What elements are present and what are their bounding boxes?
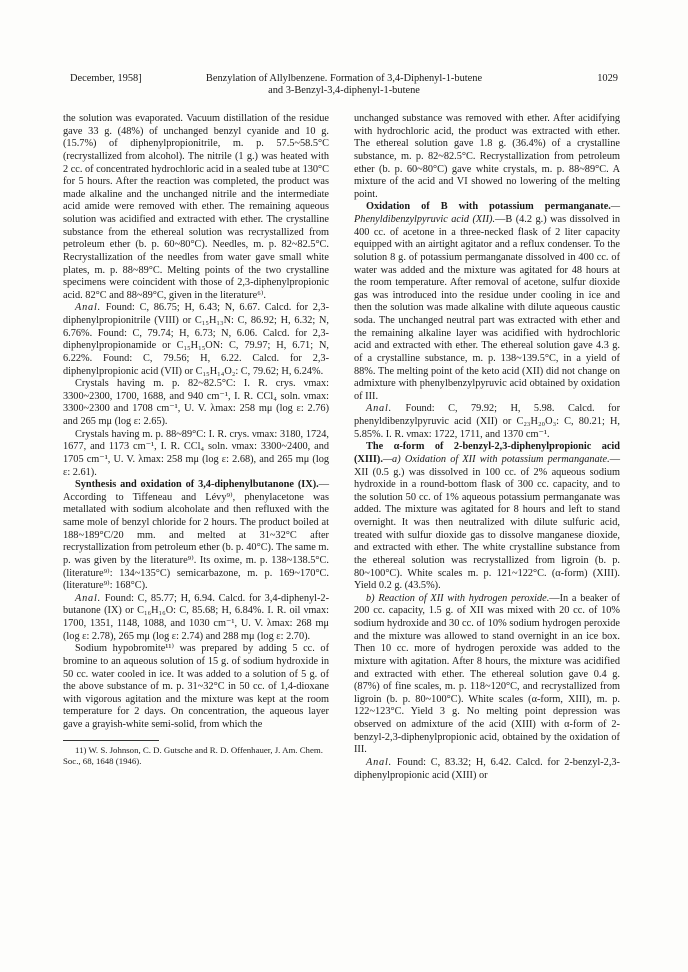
left-column	[63, 113, 329, 767]
section-heading: The α-form of 2-benzyl-2,3-diphenylpropionic acid (XIII).	[354, 441, 620, 465]
footnote-rule	[63, 740, 159, 741]
section-paragraph: Synthesis and oxidation of 3,4-diphenylbutanone (IX).—According to Tiffeneau and Lévy⁹⁾, phenylacetone was metallated with sodium alcoholate and then refluxed with the same mole of benzyl chloride for 2 hours. The product boiled at 188~189°C/20 mm. and melted at 31~32°C after recrystallization from petroleum ether (b. p. 40°C). The same m. p. was given by the literature⁹⁾. Its oxime, m. p. 138~138.5°C. (literature⁹⁾: 134~135°C) semicarbazone, m. p. 169~170°C. (literature⁹⁾: 168°C).	[63, 479, 329, 592]
paragraph: unchanged substance was removed with ether. After acidifying with hydrochloric acid, the product was extracted with ether. The ethereal solution gave 1.8 g. (36.4%) of a crystalline substance, m. p. 82~82.5°C. Recrystallization from petroleum ether (b. p. 60~80°C) gave white crystals, m. p. 88~89°C. A mixture of the acid and VI showed no lowering of the melting point.	[354, 113, 620, 200]
page-number: 1029	[597, 73, 618, 84]
analysis-paragraph: Anal. Found: C, 79.92; H, 5.98. Calcd. for phenyldibenzylpyruvic acid (XII) or C₂₃H₂₀O₃: C, 80.21; H, 5.85%. I. R. νmax: 1722, 1711, and 1370 cm⁻¹.	[354, 403, 620, 440]
issue-date: December, 1958]	[70, 73, 142, 84]
compound-name: —Phenyldibenzylpyruvic acid (XII).	[354, 201, 620, 225]
paragraph: Crystals having m. p. 88~89°C: I. R. crys. νmax: 3180, 1724, 1677, and 1173 cm⁻¹, I. R. CCl₄ soln. νmax: 3300~2400, and 1705 cm⁻¹, U. V. λmax: 258 mμ (log ε: 2.68), and 265 mμ (log ε: 2.61).	[63, 428, 329, 478]
anal-label: Anal.	[366, 756, 393, 768]
anal-label: Anal.	[75, 302, 102, 314]
section-heading: Synthesis and oxidation of 3,4-diphenylbutanone (IX).	[75, 479, 319, 491]
section-paragraph: The α-form of 2-benzyl-2,3-diphenylpropionic acid (XIII).—a) Oxidation of XII with potassium permanganate.—XII (0.5 g.) was dissolved in 100 cc. of 2% aqueous sodium hydroxide in a round-bottom flask of 300 cc. capacity, and to the solution 50 cc. of 1% aqueous potassium permanganate was added. The mixture was agitated for 8 hours and left to stand overnight. It was then neutralized with dilute sulfuric acid, treated with sulfur dioxide gas to dissolve manganese dioxide, and extracted with ether. The white crystalline substance from the ethereal solution was recrystallized from ligroin (b. p. 80~100°C). White scales m. p. 121~122°C. (α-form) (XIII). Yield 0.2 g. (43.5%).	[354, 441, 620, 592]
anal-label: Anal.	[366, 403, 393, 415]
analysis-paragraph: Anal. Found: C, 86.75; H, 6.43; N, 6.67. Calcd. for 2,3-diphenylpropionitrile (VIII) or C₁₅H₁₃N: C, 86.92; H, 6.32; N, 6.76%. Found: C, 79.74; H, 6.73; N, 6.06. Calcd. for 2,3-diphenylpropionamide or C₁₅H₁₅ON: C, 79.97; H, 6.71; N, 6.22%. Found: C, 79.56; H, 6.22. Calcd. for 2,3-diphenylpropionic acid (VII) or C₁₅H₁₄O₂: C, 79.62; H, 6.24%.	[63, 302, 330, 377]
section-heading: Oxidation of B with potassium permanganate.	[366, 201, 611, 213]
analysis-paragraph: Anal. Found: C, 83.32; H, 6.42. Calcd. for 2-benzyl-2,3-diphenylpropionic acid (XIII) or	[354, 756, 620, 781]
paragraph: the solution was evaporated. Vacuum distillation of the residue gave 33 g. (48%) of unchanged benzyl cyanide and 10 g. (15.7%) of diphenylpropionitrile, m. p. 57.5~58.5°C (recrystallized from alcohol). The nitrile (1 g.) was heated with 2 cc. of concentrated hydrochloric acid in a sealed tube at 130°C for 5 hours. After the reaction was completed, the product was made alkaline and the unchanged nitrile and the intermediate acid amide were removed with ether. The remaining aqueous solution was acidified and extracted with ether. The crystalline substance from the ethereal solution was recrystallized from petroleum ether (b. p. 60~80°C). Needles, m. p. 82~82.5°C. Recrystallization of the needles from water gave small white plates, m. p. 88~89°C. Melting points of the two crystalline specimens were coincident with those of 2,3-diphenylpropionic acid. 82°C and 88~89°C, given in the literature⁶⁾.	[63, 113, 330, 301]
running-title	[70, 73, 618, 97]
section-paragraph: b) Reaction of XII with hydrogen peroxide.—In a beaker of 200 cc. capacity, 1.5 g. of XII was mixed with 20 cc. of 10% sodium hydroxide and 30 cc. of 10% sodium hydrogen peroxide and the mixture was allowed to stand overnight in an ice box. Then 10 cc. more of hydrogen peroxide was added to the mixture with agitation. After 8 hours, the mixture was acidified and extracted with ether. The ethereal solution gave 0.4 g. (87%) of fine scales, m. p. 118~120°C, and recrystallized from ligroin (b. p. 80~100°C). White scales (α-form, XIII), m. p. 122~123°C. Yield 3 g. No melting point depression was observed on admixture of the acid (XIII) with α-form of 2-benzyl-2,3-diphenylpropionic acid, obtained by the oxidation of III.	[354, 592, 620, 756]
paragraph: Crystals having m. p. 82~82.5°C: I. R. crys. νmax: 3300~2300, 1700, 1688, and 940 cm⁻¹, I. R. CCl₄ soln. νmax: 3300~2300 and 1708 cm⁻¹, U. V. λmax: 258 mμ (log ε: 2.76) and 265 mμ (log ε: 2.65).	[63, 378, 329, 427]
footnote: 11) W. S. Johnson, C. D. Gutsche and R. D. Offenhauer, J. Am. Chem. Soc., 68, 1648 (1946).	[63, 744, 323, 766]
right-column	[354, 113, 620, 782]
running-title-line-1: Benzylation of Allylbenzene. Formation of 3,4-Diphenyl-1-butene	[205, 73, 483, 84]
analysis-paragraph: Anal. Found: C, 85.77; H, 6.94. Calcd. for 3,4-diphenyl-2-butanone (IX) or C₁₆H₁₆O: C, 85.68; H, 6.84%. I. R. oil νmax: 1700, 1351, 1148, 1088, and 1030 cm⁻¹, U. V. λmax: 268 mμ (log ε: 2.78), 265 mμ (log ε: 2.74) and 288 mμ (log ε: 2.70).	[63, 592, 330, 642]
anal-label: Anal.	[75, 592, 102, 604]
paragraph: Sodium hypobromite¹¹⁾ was prepared by adding 5 cc. of bromine to an aqueous solution of 15 g. of sodium hydroxide in 50 cc. water cooled in ice. It was added to a solution of 5 g. of the above substance of m. p. 31~32°C in 50 cc. of 1,4-dioxane with vigorous agitation and the mixture was kept at the room temperature for 2 days. On concentration, the aqueous layer gave a grayish-white semi-solid, from which the	[63, 643, 329, 730]
running-title-line-2: and 3-Benzyl-3,4-diphenyl-1-butene	[268, 85, 420, 96]
subsection-title: b) Reaction of XII with hydrogen peroxide.	[366, 592, 550, 604]
section-paragraph: Oxidation of B with potassium permanganate.—Phenyldibenzylpyruvic acid (XII).—B (4.2 g.) was dissolved in 400 cc. of acetone in a three-necked flask of 2 liter capacity equipped with an airtight agitator and a reflux condenser. To the solution 8 g. of potassium permanganate dissolved in 400 cc. of water was added and the mixture was agitated for 48 hours at the room temperature. After removal of acetone, sulfur dioxide gas was introduced into the residue under cooling in ice and then the solution was made alkaline with dilute aqueous caustic soda. The unchanged neutral part was extracted with ether and the remaining alkaline layer was acidified with hydrochloric acid and extracted with ether. The ethereal solution gave 4.3 g. of a crystalline substance, m. p. 138~139.5°C, in a yield of 88%. The melting point of the keto acid (XII) did not change on admixture with phenylbenzylpyruvic acid obtained by oxidation of III.	[354, 201, 620, 402]
subsection-title: —a) Oxidation of XII with potassium permanganate.	[382, 453, 610, 465]
